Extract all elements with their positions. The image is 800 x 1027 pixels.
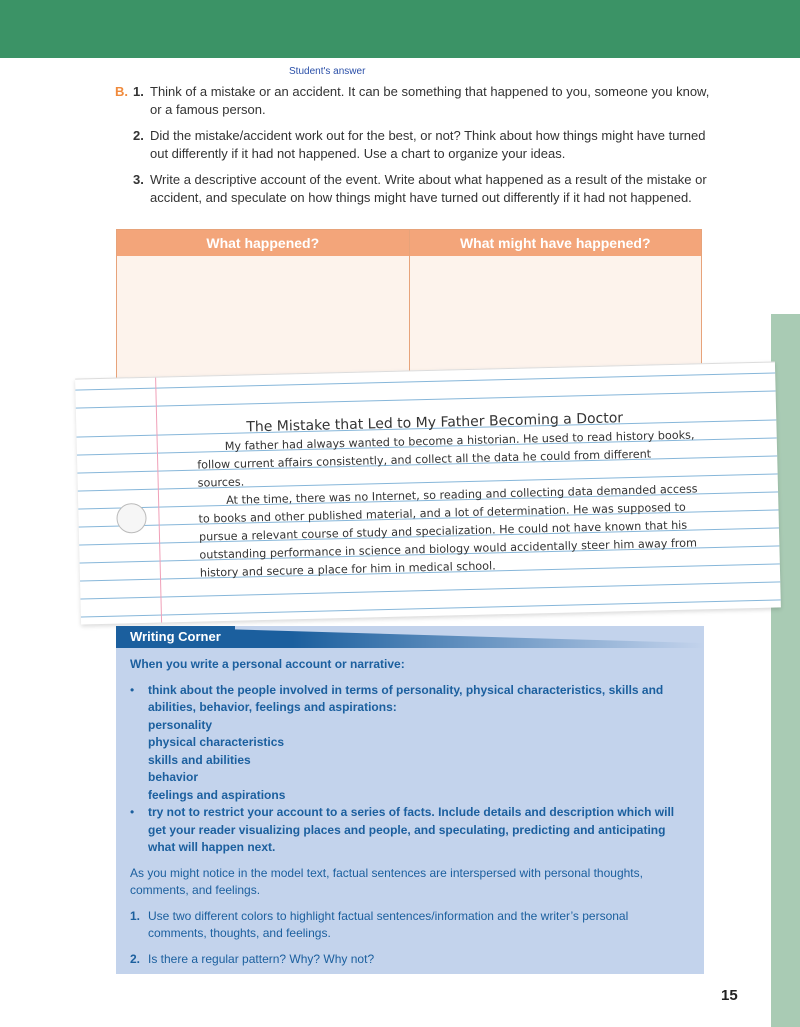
chart-header <box>117 230 701 256</box>
sub-item: feelings and aspirations <box>148 787 286 802</box>
sub-item: skills and abilities <box>148 752 251 767</box>
page-number: 15 <box>721 987 738 1004</box>
question-1 <box>115 83 715 119</box>
question-3 <box>115 171 715 207</box>
bullet-1 <box>130 682 690 717</box>
question-2 <box>115 127 715 163</box>
writing-corner-box <box>116 626 704 974</box>
section-letter: B. <box>115 84 128 99</box>
writing-corner-intro: When you write a personal account or narrative: <box>130 657 405 671</box>
header-bar <box>0 0 800 58</box>
story-paragraph-2: At the time, there was no Internet, so reading and collecting data demanded access to books and other published material, and a lot of determination. He was supposed to pursue a relevant course of study and specialization. He could not have known that his outstanding performance in science and biology would accidentally steer him away from history and secure a place for him in medical school. <box>198 482 698 580</box>
bullet-icon: • <box>130 682 135 697</box>
paper-hole-icon <box>116 503 147 534</box>
sub-item: behavior <box>148 770 199 784</box>
question-text: Did the mistake/accident work out for the best, or not? Think about how things might have turned out differently if it had not happened. Use a chart to organize your ideas. <box>150 128 706 161</box>
organizer-chart <box>116 229 702 388</box>
story-title: The Mistake that Led to My Father Becoming a Doctor <box>246 410 624 436</box>
bullet-2 <box>130 804 690 857</box>
writing-corner-title: Writing Corner <box>116 626 235 648</box>
notebook-paper <box>75 361 781 624</box>
question-number: 2. <box>133 128 144 143</box>
task-text: Is there a regular pattern? Why? Why not? <box>148 951 375 966</box>
writing-corner-content <box>130 656 690 968</box>
section-b-questions <box>115 83 715 215</box>
writing-corner-note: As you might notice in the model text, factual sentences are interspersed with personal thoughts, comments, and feelings. <box>130 865 643 897</box>
bullet-text: think about the people involved in terms of personality, physical characteristics, skills and abilities, behavior, feelings and aspirations: <box>148 682 664 714</box>
sub-item: physical characteristics <box>148 735 285 749</box>
sub-item: personality <box>148 717 213 732</box>
task-number: 2. <box>130 951 141 966</box>
chart-cell-what-happened[interactable] <box>117 256 410 387</box>
chart-column-what-happened: What happened? <box>117 230 410 256</box>
bullet-text: try not to restrict your account to a series of facts. Include details and description which will get your reader visualizing places and people, and speculating, predicting and anticipating what will happen next. <box>148 805 675 854</box>
task-1 <box>130 908 690 943</box>
question-text: Think of a mistake or an accident. It can be something that happened to you, someone you know, or a famous person. <box>150 84 710 117</box>
chart-column-what-might-have-happened: What might have happened? <box>459 235 651 251</box>
paper-margin-line <box>155 378 162 623</box>
story-text <box>197 426 700 582</box>
question-number: 1. <box>133 84 144 99</box>
task-number: 1. <box>130 908 141 923</box>
task-text: Use two different colors to highlight factual sentences/information and the writer’s personal comments, thoughts, and feelings. <box>148 908 629 940</box>
question-text: Write a descriptive account of the event. Write about what happened as a result of the mistake or accident, and speculate on how things might have turned out differently if it had not happened. <box>150 172 707 205</box>
bullet-icon: • <box>130 805 135 819</box>
story-paragraph-1: My father had always wanted to become a historian. He used to read history books, follow current affairs consistently, and collect all the data he could from different sources. <box>197 428 695 490</box>
student-answer-label: Student's answer <box>289 66 366 77</box>
question-number: 3. <box>133 172 144 187</box>
task-2 <box>130 951 690 969</box>
